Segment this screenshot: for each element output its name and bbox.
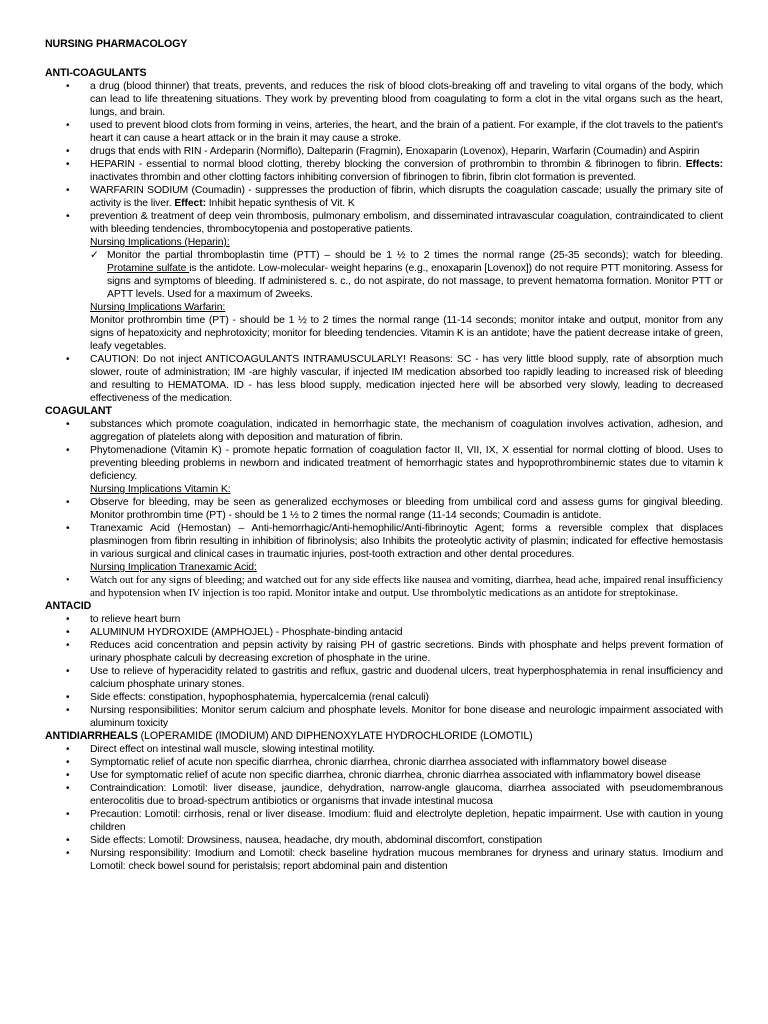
heparin-effects-text: inactivates thrombin and other clotting factors inhibiting conversion of fibrinogen to fibrin, fibrin clot formation is prevented. [90,172,637,183]
coagulant-list [45,418,723,600]
subheading-vitamin-k: Nursing Implications Vitamin K: [90,484,231,495]
page-title: NURSING PHARMACOLOGY [45,38,188,50]
list-item: • Direct effect on intestinal wall muscle, slowing intestinal motility. [45,743,723,756]
effect-label: Effect: [174,198,206,209]
list-item: • Reduces acid concentration and pepsin activity by raising PH of gastric secretions. Binds with phosphate and helps prevent formation of urinary phosphate calculi by decreasing excretion of phosphate in the urine. [45,639,723,665]
list-item: • Symptomatic relief of acute non specific diarrhea, chronic diarrhea, chronic diarrhea associated with inflammatory bowel disease [45,756,723,769]
subheading-heparin: Nursing Implications (Heparin): [90,237,230,248]
list-item: • Precaution: Lomotil: cirrhosis, renal or liver disease. Imodium: fluid and electrolyte depletion, hepatic impairment. Use with caution in young children [45,808,723,834]
list-item: • Contraindication: Lomotil: liver disease, jaundice, dehydration, narrow-angle glaucoma, diarrhea associated with pseudomembranous enterocolitis due to broad-spectrum antibiotics or organisms that invade intestinal mucosa [45,782,723,808]
list-item: • Side effects: Lomotil: Drowsiness, nausea, headache, dry mouth, abdominal discomfort, constipation [45,834,723,847]
list-item: • Use to relieve of hyperacidity related to gastritis and reflux, gastric and duodenal ulcers, treat hyperphosphatemia in renal insufficiency and calcium phosphate urinary stones. [45,665,723,691]
effects-label: Effects: [685,159,723,170]
list-item: • Nursing responsibility: Imodium and Lomotil: check baseline hydration mucous membranes for dryness and urinary status. Imodium and Lomotil: check bowel sound for peristalsis; report abdominal pain and distention [45,847,723,873]
list-item: • prevention & treatment of deep vein thrombosis, pulmonary embolism, and disseminated intravascular coagulation, contraindicated to client with bleeding tendencies, thrombocytopenia and postoperative patients. [45,210,723,236]
section-heading-anticoagulants: ANTI-COAGULANTS [45,67,147,79]
antacid-list [45,613,723,730]
warfarin-effect-text: Inhibit hepatic synthesis of Vit. K [205,198,355,209]
document-page [45,38,723,873]
warfarin-text: WARFARIN SODIUM (Coumadin) - suppresses the production of fibrin, which disrupts the coagulation cascade; usually the primary site of activity is the liver. [90,185,723,209]
list-item: • CAUTION: Do not inject ANTICOAGULANTS INTRAMUSCULARLY! Reasons: SC - has very little blood supply, rate of absorption much slower, route of administration; IM -are highly vascular, if injected IM medication absorbed too rapidly leading to increased risk of bleeding and resulting to HEMATOMA. ID - has less blood supply, medication injected here will be absorbed very slowly, leading to decreased effectiveness of the medication. [45,353,723,405]
list-item: • Watch out for any signs of bleeding; and watched out for any side effects like nausea and vomiting, diarrhea, head ache, impaired renal insufficiency and hypotension when IV injection is too rapid. Monitor intake and output. Use thrombolytic medications as an antidote for streptokinase. [45,574,723,600]
antidiarrheals-label: ANTIDIARRHEALS [45,730,138,742]
antidiarrheals-list [45,743,723,873]
subheading-warfarin: Nursing Implications Warfarin: [90,302,226,313]
section-heading-antacid: ANTACID [45,600,92,612]
section-heading-coagulant: COAGULANT [45,405,112,417]
check-text-rest: is the antidote. Low-molecular- weight heparins (e.g., enoxaparin [Lovenox]) do not require PTT monitoring. Assess for signs and symptoms of bleeding. If administered s. c., do not aspirate, do not massage, to prevent hematoma formation. Monitor PTT or APTT levels. Used for a maximum of 2weeks. [107,263,723,300]
list-item: • Nursing responsibilities: Monitor serum calcium and phosphate levels. Monitor for bone disease and neurologic impairment associated with aluminum toxicity [45,704,723,730]
list-item: • used to prevent blood clots from forming in veins, arteries, the heart, and the brain of a patient. For example, if the clot travels to the patient's heart it can cause a heart attack or in the brain it may cause a stroke. [45,119,723,145]
check-text: Monitor the partial thromboplastin time (PTT) – should be 1 ½ to 2 times the normal range (25-35 seconds); watch for bleeding. [107,250,723,261]
list-item: • Use for symptomatic relief of acute non specific diarrhea, chronic diarrhea, chronic diarrhea associated with inflammatory bowel disease [45,769,723,782]
checkmark-icon: ✓ [90,250,99,261]
list-item: • Phytomenadione (Vitamin K) - promote hepatic formation of coagulation factor II, VII, IX, X essential for normal clotting of blood. Uses to preventing bleeding problems in newborn and indicated treatment of hemorrhagic states and hypoprothrombinemic states due to vitamin k deficiency. [45,444,723,483]
subheading-tranexamic-acid: Nursing Implication Tranexamic Acid: [90,562,257,573]
checkmark-item [45,249,723,301]
warfarin-implications-text: Monitor prothrombin time (PT) - should be 1 ½ to 2 times the normal range (11-14 seconds; monitor intake and output, monitor from any signs of hepatoxicity and nephrotoxicity; monitor for bleeding tendencies. Vitamin K is an antidote; have the patient decrease intake of green, leafy vegetables. [90,315,723,352]
list-item: • a drug (blood thinner) that treats, prevents, and reduces the risk of blood clots-breaking off and traveling to vital organs of the body, which can lead to life threatening situations. They work by preventing blood from coagulating to form a clot in the vital organs such as the heart, lungs, and brain. [45,80,723,119]
list-item: • Side effects: constipation, hypophosphatemia, hypercalcemia (renal calculi) [45,691,723,704]
list-item: • Observe for bleeding, may be seen as generalized ecchymoses or bleeding from umbilical cord and assess gums for gingival bleeding. Monitor prothrombin time (PT) - should be 1 ½ to 2 times the normal range (11-14 seconds; Coumadin is antidote. [45,496,723,522]
list-item: • substances which promote coagulation, indicated in hemorrhagic state, the mechanism of coagulation involves activation, adhesion, and aggregation of platelets along with deposition and maturation of fibrin. [45,418,723,444]
heparin-text: HEPARIN - essential to normal blood clotting, thereby blocking the conversion of prothrombin to thrombin & fibrinogen to fibrin. [90,159,686,170]
list-item: • ALUMINUM HYDROXIDE (AMPHOJEL) - Phosphate-binding antacid [45,626,723,639]
list-item: • to relieve heart burn [45,613,723,626]
list-item: • drugs that ends with RIN - Ardeparin (Normiflo), Dalteparin (Fragmin), Enoxaparin (Lovenox), Heparin, Warfarin (Coumadin) and Aspirin [45,145,723,158]
anticoagulants-list [45,80,723,405]
protamine-sulfate-text: Protamine sulfate [107,263,190,274]
section-heading-antidiarrheals [45,730,723,743]
antidiarrheals-drugs: (LOPERAMIDE (IMODIUM) AND DIPHENOXYLATE HYDROCHLORIDE (LOMOTIL) [137,730,533,742]
list-item: • Tranexamic Acid (Hemostan) – Anti-hemorrhagic/Anti-hemophilic/Anti-fibrinoytic Agent; forms a reversible complex that displaces plasminogen from fibrin resulting in inhibition of fibrinolysis; also Inhibits the proteolytic activity of plasmin; indicated for effective hemostasis in various surgical and clinical cases in traumatic injuries, post-tooth extraction and other dental procedures. [45,522,723,561]
list-item [45,158,723,184]
list-item [45,184,723,210]
